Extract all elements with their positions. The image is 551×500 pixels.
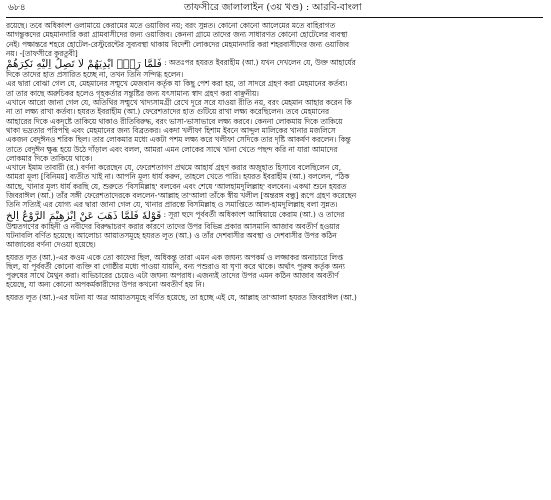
text-line: থাকা ভদ্রতার পরিপন্থি এবং মেহমানের জন্য বিব্রতকর। একদা খলীফা হিশাম ইবনে আব্দুল মালিকের খানার মজলিসে — [6, 125, 336, 135]
arabic-verse-line — [6, 58, 543, 70]
page-header — [6, 3, 543, 17]
text-line: না তা লক্ষ্য রাখা কর্তব্য। হযরত ইবরাহীম (আ.) ফেরেশতাদের হাত গুটিয়ে রাখা লক্ষ্য করেছিলেন। তবে মেহমানের — [6, 107, 330, 117]
text-line: এখানে ইমাম তাবারী (র.) বর্ণনা করেছেন যে, ফেরেশতাগণ প্রথমে আহার্য গ্রহণ করার অজুহাত হিসাবে বলেছিলেন যে, — [6, 163, 342, 173]
text-line: ঘটনাবলি বর্ণিত হয়েছে। আলোচ্য আয়াতসমূহে হযরত লূত (আ.) ও তাঁর দেশবাসীর অবস্থা ও দেশবাসীর উপর কঠিন — [6, 230, 337, 240]
text-line: আমরা মূল্য [বিনিময়] ব্যতীত খাই না। আপনি মূল্য ধার্য করুন, তাহলে খেতে পারি। হযরত ইবরাহীম (আ.) বললেন, "ঠিক — [6, 172, 350, 182]
arabic-verse: قَوْلُهٗ فَلَمَّا ذَهَبَ عَنْ اِبْرٰهِيْمَ الرَّوْعُ اِلَخ — [6, 209, 162, 222]
text-line: হয়েছে, যা অন্য কোনো অপকর্মকারীদের উপর কখনো অবতীর্ণ হয় নি। — [6, 280, 205, 290]
text-line: তিনি সত্যিই এর যোগ্য এর দ্বারা জানা গেল যে, খানার প্রারম্ভে বিসমিল্লাহ ও সমাপ্তিতে আল-হামদুলিল্লাহ বলা সুন্নত। — [6, 200, 338, 210]
arabic-verse-line — [6, 210, 543, 222]
arabic-verse: فَلَمَّا رَاٰۤ اَيْدِيَهُمْ لَا تَصِلُ اِلَيْهِ نَكِرَهُمْ — [6, 58, 162, 71]
text-line: লোকমার দিকে তাকিয়ে থাকে। — [6, 153, 93, 163]
verse-translation: : সূরা হুদে পূর্ববর্তী অধিকাংশ আম্বিয়ায়ে কেরাম (আ.) ও তাদের — [163, 209, 345, 219]
text-line: তা তার কাছে অরুচিকর হলেও গৃহকর্তার সন্তুষ্টির জন্য যৎসামান্য স্বাদ গ্রহণ করা বাঞ্ছনীয়। — [6, 88, 259, 98]
text-line: তাতে বেদুঈন ক্ষুব্ধ হয়ে উঠে দাঁড়াল এবং বলল, আমরা এমন লোকের সাথে খানা খেতে পছন্দ করি না যারা আমাদের — [6, 144, 338, 154]
text-line: উম্মতগণের কাহিনী ও নবীদের বিরুদ্ধাচরণ করার কারণে তাদের উপর বিভিন্ন প্রকার আসমানি আজাব অবতীর্ণ হওয়ার — [6, 221, 340, 231]
text-line: দিকে তাদের হাত প্রসারিত হচ্ছে না, তখন তিনি সন্দিগ্ধ হলেন। — [6, 70, 184, 80]
text-line: আছে, খানার মূল্য ধার্য করছি যে, শুরুতে 'বিসমিল্লাহ' বলবেন এবং শেষে 'আলহামদুলিল্লাহ' বলবেন। একথা শুনে হযরত — [6, 181, 347, 191]
text-line: আগন্তুকদের মেহমানদারি করা গ্রামবাসীদের জন্য ওয়াজিব। কেননা গ্রামে তাদের জন্য সাধারণত কোনো হোটেলের ব্যবস্থা — [6, 30, 348, 40]
text-line: একজন বেদুঈনও শরিক ছিল। তার লোকমার মধ্যে একটা পশম লক্ষ্য করে খলীফা সেদিকে তার দৃষ্টি আকর্ষণ করলেন। কিন্তু — [6, 135, 351, 145]
text-line: আজাবের বর্ণনা দেওয়া হয়েছে। — [6, 240, 96, 250]
text-line: হযরত লূত (আ.)-এর কওম একে তো কাফের ছিল, অধিকন্তু তারা এমন এক জঘন্য অপকর্ম ও লজ্জাকর অনাচারে লিপ্ত — [6, 252, 343, 262]
text-line: রয়েছে। তবে অধিকাংশ ওলামায়ে কেরামের মতে ওয়াজিব নয়; বরং সুন্নত। কোনো কোনো আলেমের মতে বাহিরাগত — [6, 21, 336, 30]
text-line: নয়। -[তাফসীরে কুরতুবী] — [6, 48, 78, 58]
text-line: পুরুষের সাথে মৈথুন করা। ব্যভিচারের চেয়েও এটা জঘন্য অপরাধ। এজন্যই তাদের উপর এমন কঠিন আজাব অবতীর্ণ — [6, 271, 339, 281]
text-line: আহারের দিকে একদৃষ্টে তাকিয়ে থাকাও রীতিবিরুদ্ধ, বরং ভাসা-ভাসাভাবে লক্ষ্য করবে। কেননা লোকমায় দিকে তাকিয়ে — [6, 116, 343, 126]
verse-translation: : অতঃপর হযরত ইবরাহীম (আ.) যখন দেখলেন যে, উক্ত আহার্যের — [164, 58, 356, 68]
text-line: জিবরাঈল (আ.) তাঁর সঙ্গী ফেরেশতাদেরকে বললেন-'আল্লাহ তা'আলা তাঁকে স্বীয় খলীল [অন্তরঙ্গ বন্ধু] রূপে গ্রহণ করেছেন — [6, 191, 357, 201]
text-line: নেই। পক্ষান্তরে শহরে হোটেল-রেস্টুরেন্টের সুব্যবস্থা থাকায় বিদেশী লোকদের মেহমানদারি করা শহরবাসীদের জন্য ওয়াজিব — [6, 39, 349, 49]
text-line: এখানে আরো জানা গেল যে, অতিথির সম্মুখে খাদ্যসামগ্রী রেখে দূরে সরে যাওয়া রীতি নয়, বরং মেহমান আহার করেন কি — [6, 98, 352, 108]
text-line: হযরত লূত (আ.)-এর ঘটনা যা অত্র আয়াতসমূহে বর্ণিত হয়েছে, তা হচ্ছে এই যে, আল্লাহ তা'আলা হযরত জিবরাঈল (আ.) — [6, 292, 357, 302]
text-line: এর দ্বারা বোঝা গেল যে, মেহমানের সম্মুখে মেজবান কর্তৃক যা কিছু পেশ করা হয়, তা সাদরে গ্রহণ করা মেহমানের কর্তব্য। — [6, 79, 348, 89]
page-number: ৬৮৪ — [8, 3, 26, 13]
text-line: ছিল, যা পূর্ববর্তী কোনো ব্যক্তি বা গোষ্ঠীর মধ্যে পাওয়া যায়নি, বন্য পশুরাও যা ঘৃণা করে থাকে। অর্থাৎ পুরুষ কর্তৃক অন্য — [6, 261, 345, 271]
header-divider — [6, 17, 543, 18]
running-title: তাফসীরে জালালাইন (৩য় খণ্ড) : আরবি-বাংলা — [184, 2, 362, 13]
